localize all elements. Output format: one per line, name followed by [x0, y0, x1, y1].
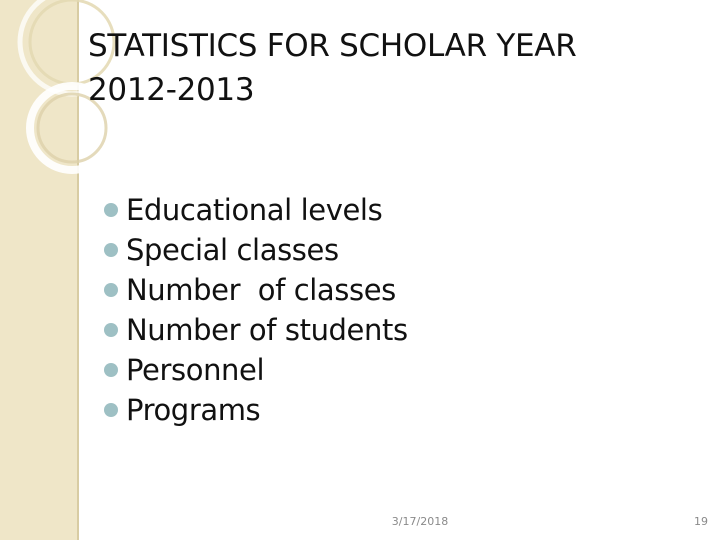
- decorative-side-band: [0, 0, 79, 540]
- bullet-item-number-of-classes: [104, 270, 408, 310]
- bullet-text: Programs: [126, 393, 261, 427]
- bullet-item-special-classes: [104, 230, 408, 270]
- bullet-text: Special classes: [126, 233, 339, 267]
- bullet-text: Number of students: [126, 313, 408, 347]
- bullet-dot-icon: [104, 323, 118, 337]
- bullet-dot-icon: [104, 363, 118, 377]
- bullet-dot-icon: [104, 403, 118, 417]
- footer-page-number: 19: [694, 515, 708, 528]
- bullet-item-personnel: [104, 350, 408, 390]
- bullet-dot-icon: [104, 243, 118, 257]
- bullet-list: [104, 190, 408, 430]
- bullet-dot-icon: [104, 283, 118, 297]
- bullet-text: Number of classes: [126, 273, 396, 307]
- bullet-item-educational-levels: [104, 190, 408, 230]
- footer-date: 3/17/2018: [391, 515, 449, 528]
- bullet-text: Personnel: [126, 353, 265, 387]
- bullet-text: Educational levels: [126, 193, 383, 227]
- bullet-item-programs: [104, 390, 408, 430]
- slide-title: STATISTICS FOR SCHOLAR YEAR 2012-2013: [88, 28, 577, 108]
- bullet-item-number-of-students: [104, 310, 408, 350]
- bullet-dot-icon: [104, 203, 118, 217]
